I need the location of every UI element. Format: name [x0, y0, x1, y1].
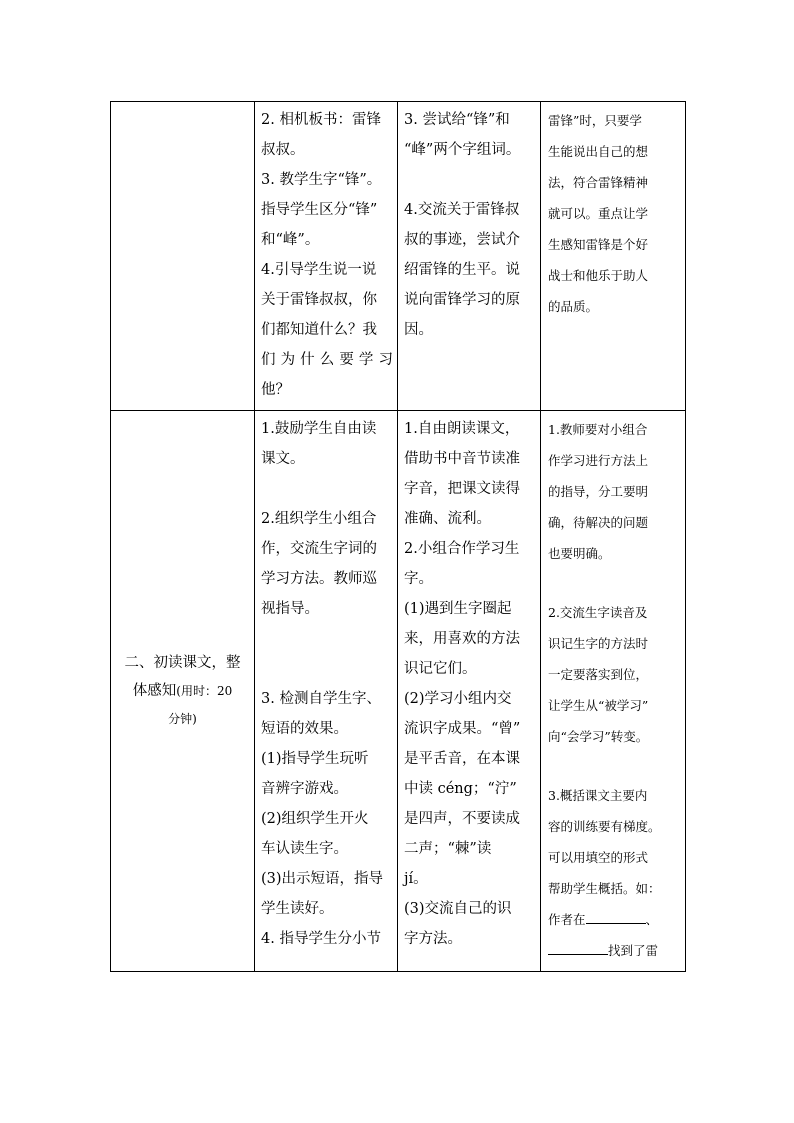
text-line: 是四声，不要读成: [404, 811, 520, 827]
text-line: 说向雷锋学习的原: [404, 292, 520, 308]
text-line: (1)遇到生字圈起: [404, 601, 512, 617]
text-line: 字方法。: [404, 931, 462, 947]
text-line: 字音，把课文读得: [404, 481, 520, 497]
text-line: 2.小组合作学习生: [404, 541, 520, 557]
text-line: 们都知道什么？我: [261, 322, 377, 338]
text-line: 让学生从“被学习”: [548, 698, 649, 713]
student-activity-cell: [398, 411, 541, 972]
text-line: 1.鼓励学生自由读: [261, 421, 377, 437]
notes-cell: [541, 102, 686, 411]
text-line: 1.教师要对小组合: [548, 422, 648, 437]
text-line: 中读 céng；“泞”: [404, 781, 517, 797]
teacher-activity-cell: [255, 102, 398, 411]
text-line: 法，符合雷锋精神: [548, 175, 649, 190]
text-line: 叔叔。: [261, 142, 305, 158]
text-line: 一定要落实到位，: [548, 667, 649, 682]
phase-cell-empty: [111, 102, 255, 411]
text-line: 3. 教学生字“锋”。: [261, 172, 382, 188]
text-line: 字。: [404, 571, 433, 587]
text-line: 也要明确。: [548, 546, 611, 561]
text-line: 雷锋”时，只要学: [548, 113, 642, 128]
text-line: 帮助学生概括。如：: [548, 881, 661, 896]
text-line: 课文。: [261, 451, 305, 467]
text-line: 二声；“棘”读: [404, 841, 492, 857]
text-line: 准确、流利。: [404, 511, 491, 527]
phase-title: 二、初读课文，整 体感知(用时：20 分钟): [124, 655, 241, 726]
text-line: “峰”两个字组词。: [404, 142, 521, 158]
text-line: 流识字成果。“曾”: [404, 721, 521, 737]
text-line: 绍雷锋的生平。说: [404, 262, 520, 278]
text-line: 们为什么要学习: [261, 352, 393, 368]
teacher-activity-cell: [255, 411, 398, 972]
text-line: 短语的效果。: [261, 721, 348, 737]
text-line: 2.交流生字读音及: [548, 605, 648, 620]
text-line: 就可以。重点让学: [548, 206, 649, 221]
text-line: (1)指导学生玩听: [261, 751, 369, 767]
text-line: 作者在 、: [548, 904, 682, 935]
text-line: (2)学习小组内交: [404, 691, 512, 707]
text-line: 确，待解决的问题: [548, 515, 649, 530]
table-row: [111, 411, 686, 972]
text-line: 4. 指导学生分小节: [261, 931, 381, 947]
text-line: 车认读生字。: [261, 841, 348, 857]
text-line: 音辨字游戏。: [261, 781, 348, 797]
text-line: 找到了雷: [548, 935, 682, 966]
text-line: jí。: [404, 871, 428, 887]
text-line: 2. 相机板书：雷锋: [261, 112, 381, 128]
text-line: 他？: [261, 382, 290, 398]
text-line: 借助书中音节读准: [404, 451, 520, 467]
text-line: 来，用喜欢的方法: [404, 631, 520, 647]
text-line: 容的训练要有梯度。: [548, 819, 661, 834]
text-line: (2)组织学生开火: [261, 811, 369, 827]
text-line: 生能说出自己的想: [548, 144, 649, 159]
text-line: 可以用填空的形式: [548, 850, 649, 865]
text-line: 因。: [404, 322, 433, 338]
text-line: 向“会学习”转变。: [548, 729, 649, 744]
text-line: (3)出示短语，指导: [261, 871, 384, 887]
text-line: 视指导。: [261, 601, 319, 617]
text-line: 战士和他乐于助人: [548, 268, 649, 283]
fill-blank: [548, 940, 608, 955]
text-line: (3)交流自己的识: [404, 901, 512, 917]
text-line: 的指导，分工要明: [548, 484, 649, 499]
text-line: 指导学生区分“锋”: [261, 202, 378, 218]
text-line: 生感知雷锋是个好: [548, 237, 649, 252]
text-line: 2.组织学生小组合: [261, 511, 377, 527]
text-line: 1.自由朗读课文，: [404, 421, 520, 437]
text-line: 叔的事迹，尝试介: [404, 232, 520, 248]
fill-blank: [586, 909, 646, 924]
text-line: 识记它们。: [404, 661, 477, 677]
text-line: 识记生字的方法时: [548, 636, 649, 651]
phase-cell: [111, 411, 255, 972]
student-activity-cell: [398, 102, 541, 411]
text-line: 4.交流关于雷锋叔: [404, 202, 520, 218]
text-line: 作学习进行方法上: [548, 453, 649, 468]
text-line: 学习方法。教师巡: [261, 571, 377, 587]
text-line: 4.引导学生说一说: [261, 262, 377, 278]
text-line: 作，交流生字词的: [261, 541, 377, 557]
text-line: 关于雷锋叔叔，你: [261, 292, 377, 308]
text-line: 是平舌音，在本课: [404, 751, 520, 767]
text-line: 和“峰”。: [261, 232, 320, 248]
notes-cell: [541, 411, 686, 972]
text-line: 学生读好。: [261, 901, 334, 917]
lesson-plan-table: [110, 101, 686, 972]
text-line: 3. 尝试给“锋”和: [404, 112, 510, 128]
text-line: 的品质。: [548, 299, 599, 314]
table-row: [111, 102, 686, 411]
text-line: 3.概括课文主要内: [548, 788, 648, 803]
text-line: 3. 检测自学生字、: [261, 691, 381, 707]
